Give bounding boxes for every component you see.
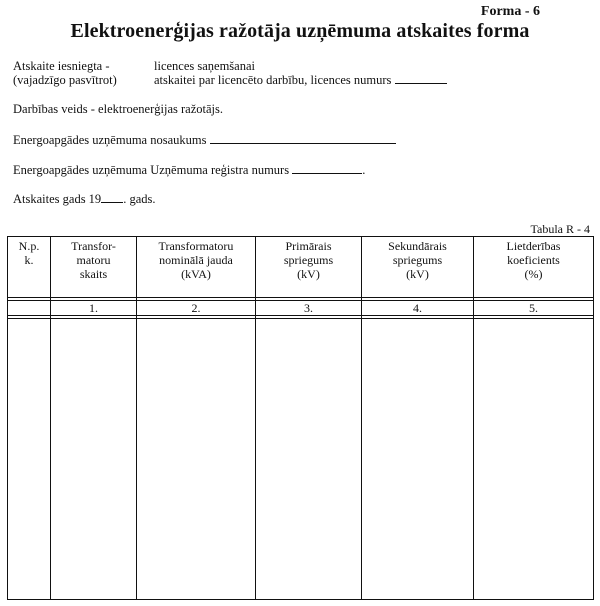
header-line: k.	[24, 253, 34, 267]
column-number-1: 1.	[51, 301, 137, 316]
column-number-0	[8, 301, 51, 316]
header-line: Primārais	[285, 239, 332, 253]
header-efficiency	[474, 237, 594, 298]
registry-number-field[interactable]	[292, 163, 362, 174]
report-year-suffix: . gads.	[123, 192, 156, 206]
data-cell-row-number[interactable]	[8, 319, 51, 600]
header-line: Lietderības	[506, 239, 561, 253]
submission-option-license-receipt: licences saņemšanai	[154, 59, 255, 73]
header-line: skaits	[79, 267, 108, 281]
column-number-2: 2.	[137, 301, 256, 316]
header-line: spriegums	[283, 253, 334, 267]
data-cell-secondary-voltage[interactable]	[362, 319, 474, 600]
header-line: Transfor-	[71, 239, 116, 253]
header-line: N.p.	[18, 239, 40, 253]
report-table	[7, 236, 594, 600]
submission-label-line1: Atskaite iesniegta -	[13, 59, 110, 73]
data-cell-primary-voltage[interactable]	[256, 319, 362, 600]
form-number: Forma - 6	[480, 4, 540, 19]
submission-label-line2: (vajadzīgo pasvītrot)	[13, 73, 117, 87]
header-secondary-voltage	[362, 237, 474, 298]
registry-number-row	[13, 163, 365, 178]
header-line: koeficients	[507, 253, 560, 267]
license-number-field[interactable]	[395, 73, 447, 84]
page-title: Elektroenerģijas ražotāja uzņēmuma atskaites forma	[70, 20, 530, 42]
company-name-label: Energoapgādes uzņēmuma nosaukums	[13, 133, 207, 147]
report-year-prefix: Atskaites gads 19	[13, 192, 102, 206]
report-year-row	[13, 192, 155, 207]
header-line: (kV)	[406, 267, 429, 281]
data-cell-efficiency[interactable]	[474, 319, 594, 600]
activity-type: Darbības veids - elektroenerģijas ražotājs.	[13, 102, 223, 116]
column-number-4: 4.	[362, 301, 474, 316]
header-line: (kV)	[297, 267, 320, 281]
header-line: matoru	[76, 253, 111, 267]
column-number-5: 5.	[474, 301, 594, 316]
data-cell-nominal-power[interactable]	[137, 319, 256, 600]
company-name-field[interactable]	[210, 133, 396, 144]
data-cell-transformer-count[interactable]	[51, 319, 137, 600]
header-line: Sekundārais	[388, 239, 447, 253]
submission-option-licensed-activity	[154, 73, 447, 88]
header-primary-voltage	[256, 237, 362, 298]
table-label: Tabula R - 4	[530, 222, 590, 236]
company-name-row	[13, 133, 396, 148]
header-nominal-power	[137, 237, 256, 298]
header-line: (kVA)	[181, 267, 211, 281]
header-line: nominālā jauda	[159, 253, 233, 267]
report-year-field[interactable]	[101, 192, 123, 203]
registry-number-suffix: .	[362, 163, 366, 177]
header-transformer-count	[51, 237, 137, 298]
header-line: (%)	[524, 267, 543, 281]
registry-number-label: Energoapgādes uzņēmuma Uzņēmuma reģistra numurs	[13, 163, 290, 177]
header-line: Transformatoru	[158, 239, 234, 253]
header-row-number	[8, 237, 51, 298]
submission-option-licensed-activity-label: atskaitei par licencēto darbību, licences numurs	[154, 73, 392, 87]
header-line: spriegums	[392, 253, 443, 267]
column-number-3: 3.	[256, 301, 362, 316]
